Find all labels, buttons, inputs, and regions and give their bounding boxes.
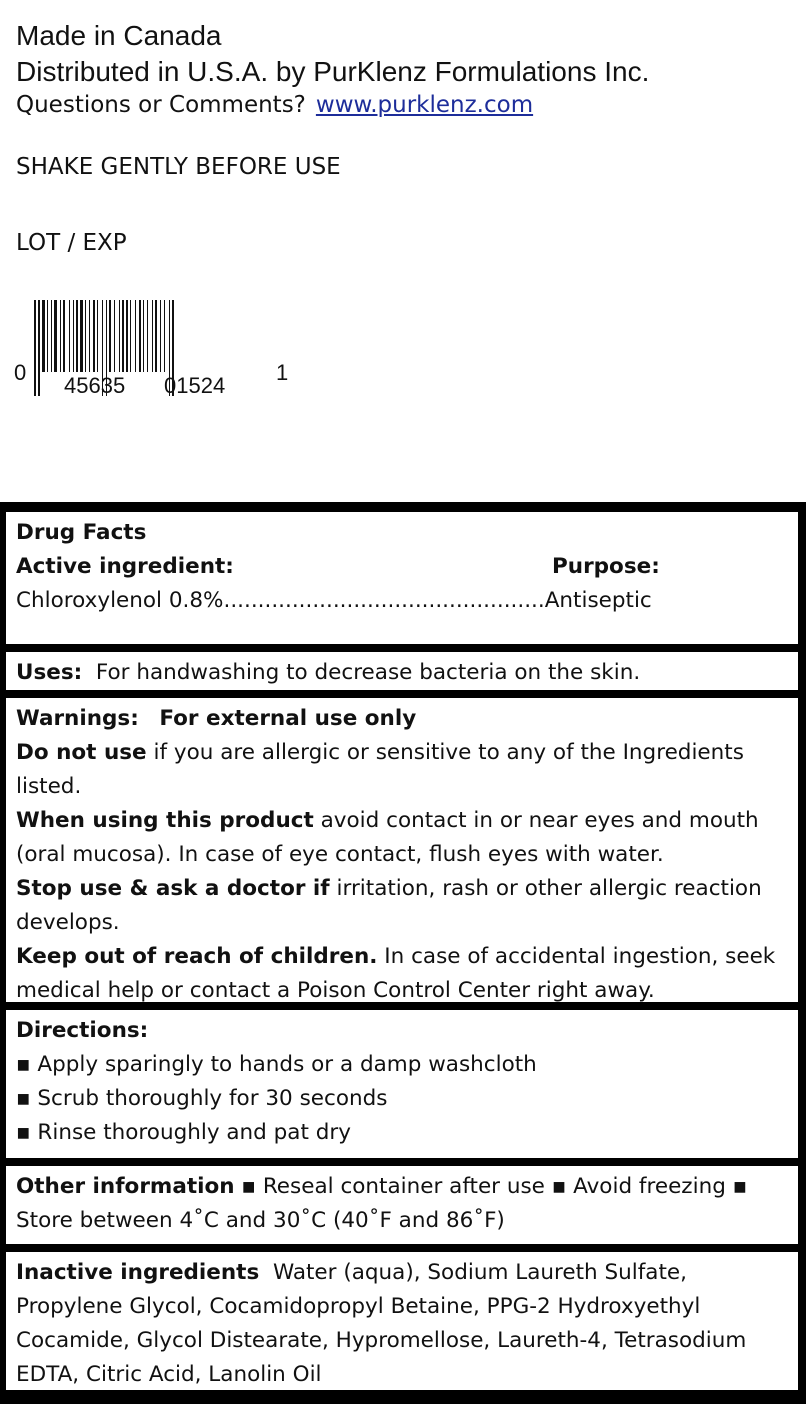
barcode-bar [119, 300, 120, 372]
purpose-value: Antiseptic [544, 588, 652, 613]
barcode-bar [51, 300, 52, 372]
active-heading-row [16, 550, 788, 584]
keep-out-label: Keep out of reach of children. [16, 944, 378, 969]
barcode-bar [42, 300, 45, 372]
barcode-bar [126, 300, 128, 372]
barcode-bar [85, 300, 86, 372]
barcode-bar [76, 300, 78, 372]
active-ingredient-line [16, 584, 788, 618]
barcode-bar [135, 300, 136, 372]
barcode-bar [34, 300, 36, 396]
barcode-group-2: 01524 [164, 373, 226, 398]
other-info-box [6, 1166, 798, 1244]
barcode-bar [143, 300, 144, 372]
barcode-bar [114, 300, 115, 372]
active-ingredient-heading: Active ingredient: [16, 554, 234, 579]
directions-box [6, 1010, 798, 1158]
barcode-bar [80, 300, 83, 372]
direction-item: ▪ Rinse thoroughly and pat dry [16, 1120, 351, 1145]
made-in-text: Made in Canada [16, 20, 222, 51]
warnings-box [6, 698, 798, 1002]
barcode-bar [152, 300, 153, 372]
barcode-bar [160, 300, 161, 372]
header-block [16, 18, 796, 120]
barcode-bar [69, 300, 70, 372]
barcode-bar [122, 300, 124, 372]
barcode-group-1: 45635 [64, 373, 126, 398]
when-using-text: avoid contact in or near eyes and mouth (oral mucosa). In case of eye contact, flush eyes with water. [16, 808, 759, 867]
direction-item: ▪ Apply sparingly to hands or a damp washcloth [16, 1052, 537, 1077]
drug-facts-title: Drug Facts [16, 520, 147, 545]
uses-box [6, 652, 798, 690]
drug-facts-panel [0, 502, 806, 1404]
barcode-bar [109, 300, 111, 372]
drug-facts-box [6, 512, 798, 644]
keep-out [16, 940, 788, 1008]
dot-leader: ............................................... [223, 588, 545, 613]
when-using [16, 804, 788, 872]
barcode-bar [93, 300, 95, 372]
barcode-bar [47, 300, 48, 372]
stop-use [16, 872, 788, 940]
barcode-bar [155, 300, 157, 372]
barcode-bar [38, 300, 40, 396]
barcode-bar [164, 300, 165, 372]
uses-label: Uses: [16, 660, 83, 685]
questions-line [16, 90, 796, 120]
shake-instruction: SHAKE GENTLY BEFORE USE [16, 154, 341, 180]
other-info-label: Other information [16, 1174, 235, 1199]
barcode-bar [54, 300, 57, 372]
direction-item: ▪ Scrub thoroughly for 30 seconds [16, 1086, 388, 1111]
inactive-text: Water (aqua), Sodium Laureth Sulfate, Propylene Glycol, Cocamidopropyl Betaine, PPG-2 Hydroxyethyl Cocamide, Glycol Distearate, Hypromellose, Laureth-4, Tetrasodium EDTA, Citric Acid, Lanolin Oil [16, 1260, 747, 1387]
uses-text: For handwashing to decrease bacteria on the skin. [95, 660, 641, 685]
do-not-use-label: Do not use [16, 740, 147, 765]
barcode-left-digit: 0 [14, 360, 27, 385]
website-link[interactable]: www.purklenz.com [315, 92, 534, 118]
stop-use-label: Stop use & ask a doctor if [16, 876, 330, 901]
stop-use-text: irritation, rash or other allergic reaction develops. [16, 876, 762, 935]
barcode-bar [73, 300, 74, 372]
barcode-bar [130, 300, 131, 372]
when-using-label: When using this product [16, 808, 314, 833]
purpose-heading: Purpose: [552, 554, 660, 579]
barcode-bar [97, 300, 98, 372]
barcode [14, 298, 294, 398]
barcode-bar [63, 300, 65, 372]
do-not-use [16, 736, 788, 804]
keep-out-text: In case of accidental ingestion, seek medical help or contact a Poison Control Center right away. [16, 944, 776, 1003]
active-ingredient: Chloroxylenol 0.8% [16, 588, 224, 613]
directions-label: Directions: [16, 1018, 149, 1043]
do-not-use-text: if you are allergic or sensitive to any of the Ingredients listed. [16, 740, 744, 799]
other-info-text: ▪ Reseal container after use ▪ Avoid freezing ▪ Store between 4˚C and 30˚C (40˚F and 86˚F) [16, 1174, 748, 1233]
barcode-bar [139, 300, 141, 372]
barcode-right-digit: 1 [276, 360, 289, 385]
barcode-bar [147, 300, 148, 372]
questions-label: Questions or Comments? [16, 92, 306, 118]
inactive-label: Inactive ingredients [16, 1260, 260, 1285]
distributed-text: Distributed in U.S.A. by PurKlenz Formulations Inc. [16, 56, 650, 87]
barcode-bar [60, 300, 61, 372]
barcode-bar [89, 300, 90, 372]
external-use-text: For external use only [159, 706, 417, 731]
inactive-box [6, 1252, 798, 1390]
lot-exp-label: LOT / EXP [16, 230, 127, 256]
warnings-label: Warnings: [16, 706, 139, 731]
